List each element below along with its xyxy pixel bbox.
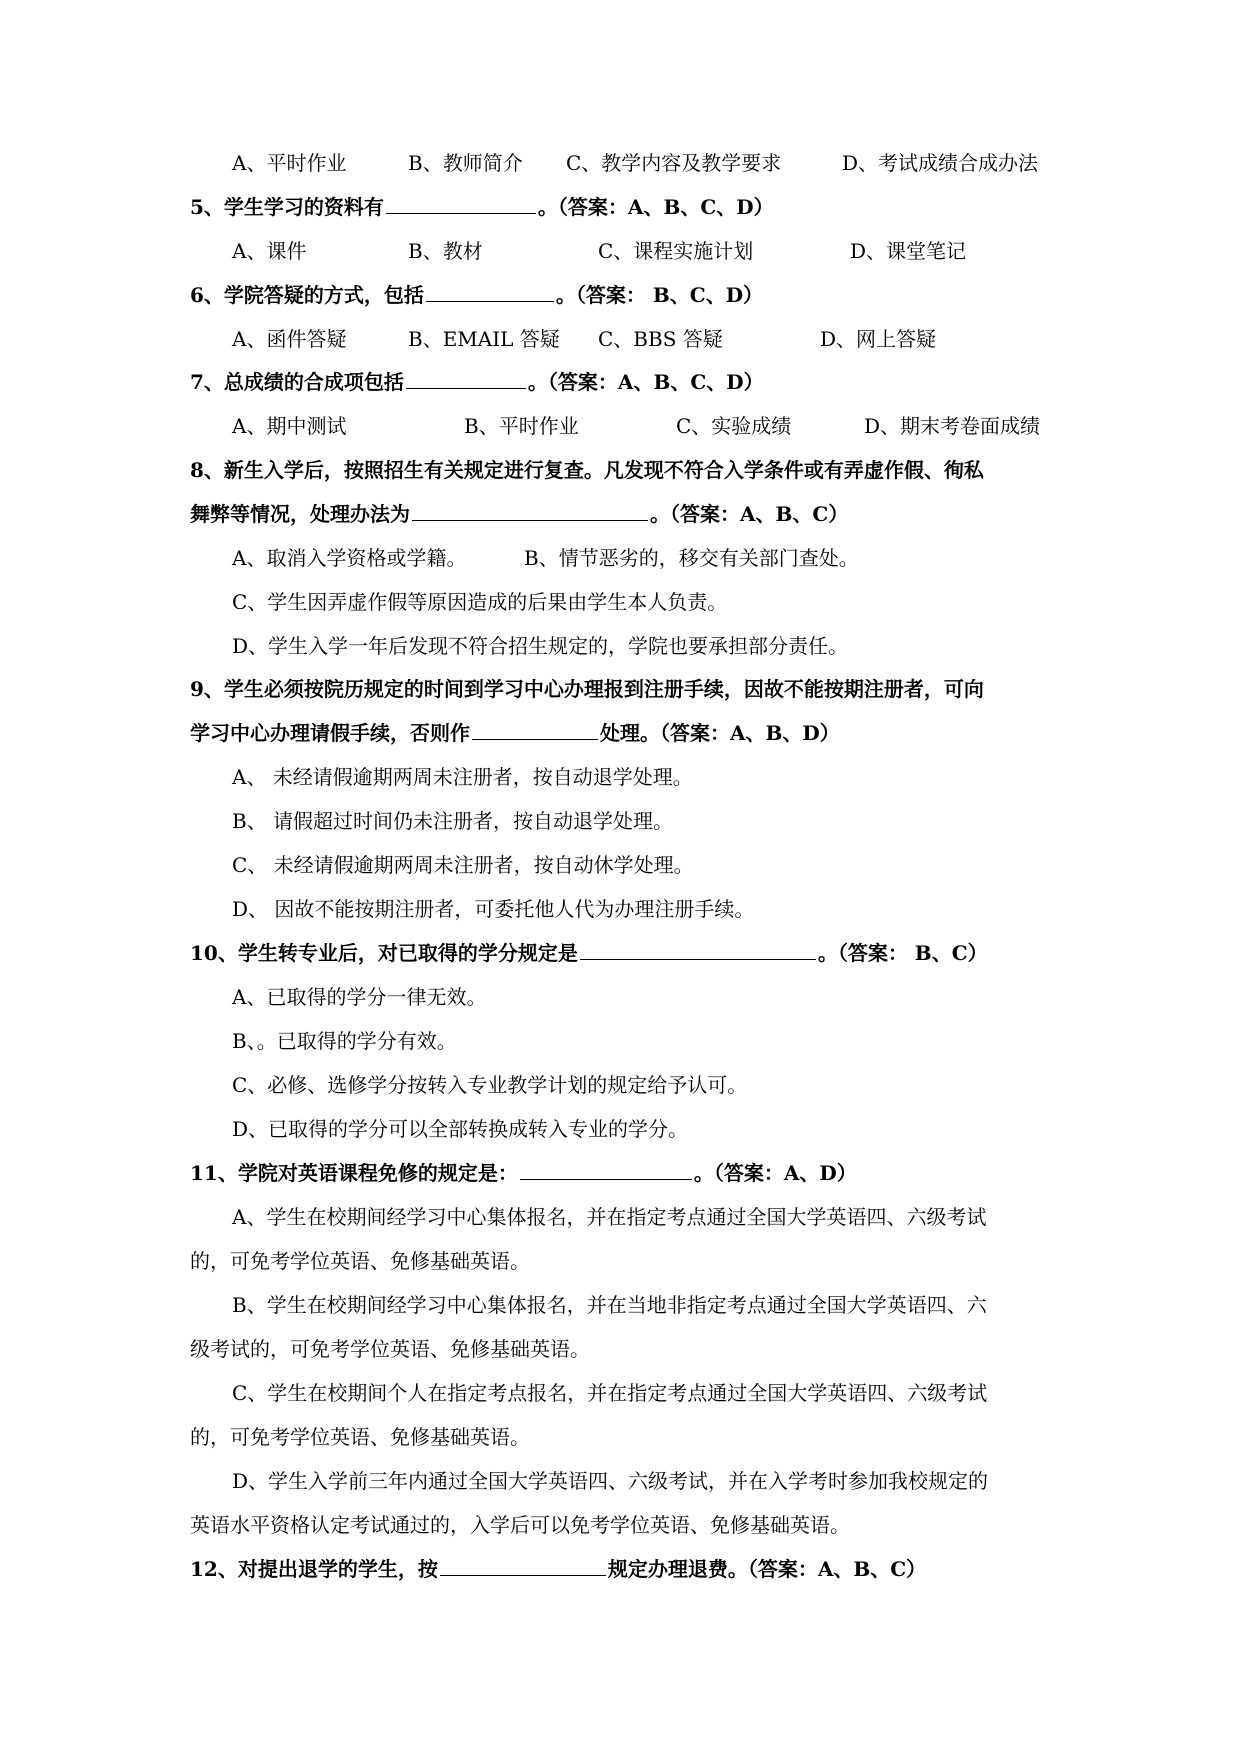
question-5 xyxy=(190,193,774,221)
q6-option-c: C、BBS 答疑 xyxy=(598,327,723,351)
question-8-text: 舞弊等情况，处理办法为 xyxy=(190,502,410,526)
question-11 xyxy=(190,1159,857,1187)
q11-option-a-line-1: A、学生在校期间经学习中心集体报名，并在指定考点通过全国大学英语四、六级考试 xyxy=(232,1205,987,1229)
q10-option-d: D、已取得的学分可以全部转换成转入专业的学分。 xyxy=(232,1117,689,1141)
q11-option-d-line-2: 英语水平资格认定考试通过的，入学后可以免考学位英语、免修基础英语。 xyxy=(190,1513,850,1537)
answer-blank xyxy=(412,500,648,521)
answer-blank xyxy=(386,193,536,214)
answer-blank xyxy=(426,281,554,302)
answer-blank xyxy=(406,368,526,389)
question-9-text: 学习中心办理请假手续，否则作 xyxy=(190,721,470,745)
q6-option-b: B、EMAIL 答疑 xyxy=(408,327,560,351)
question-10 xyxy=(190,939,988,967)
q4-option-c: C、教学内容及教学要求 xyxy=(566,151,782,175)
question-7-text: 7、总成绩的合成项包括 xyxy=(190,370,404,394)
q6-option-a: A、函件答疑 xyxy=(232,327,347,351)
question-9-line-1: 9、学生必须按院历规定的时间到学习中心办理报到注册手续，因故不能按期注册者，可向 xyxy=(190,677,984,701)
question-9 xyxy=(190,719,840,747)
q10-option-c: C、必修、选修学分按转入专业教学计划的规定给予认可。 xyxy=(232,1073,748,1097)
question-8 xyxy=(190,500,848,528)
q11-option-b-line-1: B、学生在校期间经学习中心集体报名，并在当地非指定考点通过全国大学英语四、六 xyxy=(232,1293,987,1317)
answer-blank xyxy=(472,719,598,740)
q8-option-a: A、取消入学资格或学籍。 xyxy=(232,546,467,570)
answer-blank xyxy=(580,939,816,960)
question-11-text: 11、学院对英语课程免修的规定是： xyxy=(190,1161,518,1185)
q9-option-d: D、 因故不能按期注册者，可委托他人代为办理注册手续。 xyxy=(232,897,755,921)
q8-option-c: C、学生因弄虚作假等原因造成的后果由学生本人负责。 xyxy=(232,590,728,614)
q4-option-d: D、考试成绩合成办法 xyxy=(842,151,1039,175)
q10-option-a: A、已取得的学分一律无效。 xyxy=(232,985,487,1009)
question-10-answer: 。（答案： B、C） xyxy=(817,941,988,965)
q8-option-d: D、学生入学一年后发现不符合招生规定的，学院也要承担部分责任。 xyxy=(232,634,849,658)
q7-option-b: B、平时作业 xyxy=(464,414,579,438)
q7-option-d: D、期末考卷面成绩 xyxy=(864,414,1041,438)
q4-option-a: A、平时作业 xyxy=(232,151,347,175)
q7-option-a: A、期中测试 xyxy=(232,414,347,438)
question-7 xyxy=(190,368,764,396)
question-12 xyxy=(190,1555,926,1583)
q11-option-d-line-1: D、学生入学前三年内通过全国大学英语四、六级考试，并在入学考时参加我校规定的 xyxy=(232,1469,989,1493)
q9-option-c: C、 未经请假逾期两周未注册者，按自动休学处理。 xyxy=(232,853,694,877)
question-6-text: 6、学院答疑的方式，包括 xyxy=(190,283,424,307)
question-12-text: 12、对提出退学的学生，按 xyxy=(190,1557,438,1581)
q5-option-b: B、教材 xyxy=(408,239,483,263)
q6-option-d: D、网上答疑 xyxy=(820,327,937,351)
q11-option-b-line-2: 级考试的，可免考学位英语、免修基础英语。 xyxy=(190,1337,590,1361)
question-8-answer: 。（答案：A、B、C） xyxy=(650,502,849,526)
question-11-answer: 。（答案：A、D） xyxy=(693,1161,857,1185)
question-5-answer: 。（答案：A、B、C、D） xyxy=(537,195,774,219)
q11-option-a-line-2: 的，可免考学位英语、免修基础英语。 xyxy=(190,1249,530,1273)
q5-option-a: A、课件 xyxy=(232,239,307,263)
q9-option-b: B、 请假超过时间仍未注册者，按自动退学处理。 xyxy=(232,809,674,833)
question-7-answer: 。（答案：A、B、C、D） xyxy=(527,370,764,394)
question-6-answer: 。（答案： B、C、D） xyxy=(555,283,764,307)
question-9-answer: 处理。（答案：A、B、D） xyxy=(600,721,840,745)
q11-option-c-line-2: 的，可免考学位英语、免修基础英语。 xyxy=(190,1425,530,1449)
q7-option-c: C、实验成绩 xyxy=(676,414,792,438)
question-10-text: 10、学生转专业后，对已取得的学分规定是 xyxy=(190,941,578,965)
answer-blank xyxy=(520,1159,692,1180)
q5-option-c: C、课程实施计划 xyxy=(598,239,754,263)
q4-option-b: B、教师简介 xyxy=(408,151,523,175)
q11-option-c-line-1: C、学生在校期间个人在指定考点报名，并在指定考点通过全国大学英语四、六级考试 xyxy=(232,1381,988,1405)
answer-blank xyxy=(440,1555,606,1576)
question-6 xyxy=(190,281,763,309)
question-5-text: 5、学生学习的资料有 xyxy=(190,195,384,219)
q10-option-b: B、。已取得的学分有效。 xyxy=(232,1029,457,1053)
question-12-answer: 规定办理退费。（答案：A、B、C） xyxy=(607,1557,927,1581)
question-8-line-1: 8、新生入学后，按照招生有关规定进行复查。凡发现不符合入学条件或有弄虚作假、徇私 xyxy=(190,458,984,482)
q8-option-b: B、情节恶劣的，移交有关部门查处。 xyxy=(524,546,859,570)
q5-option-d: D、课堂笔记 xyxy=(850,239,967,263)
q9-option-a: A、 未经请假逾期两周未注册者，按自动退学处理。 xyxy=(232,765,693,789)
